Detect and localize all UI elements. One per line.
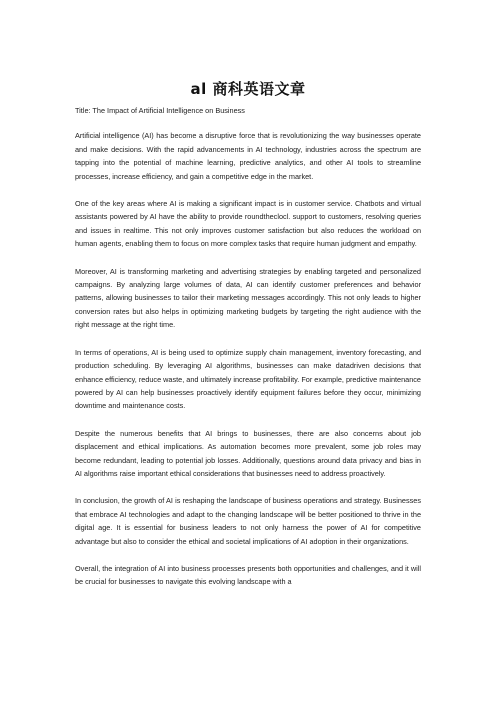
paragraph-intro: Artificial intelligence (AI) has become a disruptive force that is revolutionizing the way businesses operate and make decisions. With the rapid advancements in AI technology, industries across the spectrum are tapping into the potential of machine learning, predictive analytics, and other AI tools to streamline processes, increase efficiency, and gain a competitive edge in the market. <box>75 131 421 181</box>
paragraph-concerns: Despite the numerous benefits that AI brings to businesses, there are also concerns about job displacement and ethical implications. As automation becomes more prevalent, some job roles may become redundant, leading to potential job losses. Additionally, questions around data privacy and bias in AI algorithms raise important ethical considerations that businesses need to address proactively. <box>75 428 421 478</box>
document-body <box>75 104 421 603</box>
paragraph-marketing: Moreover, AI is transforming marketing and advertising strategies by enabling targeted and personalized campaigns. By analyzing large volumes of data, AI can identify customer preferences and behavior patterns, allowing businesses to tailor their marketing messages accordingly. This not only leads to higher conversion rates but also helps in optimizing marketing budgets by targeting the right audience with the right message at the right time. <box>75 266 421 330</box>
document-title: al 商科英语文章 <box>190 80 306 98</box>
paragraph-customer-service: One of the key areas where AI is making a significant impact is in customer service. Chatbots and virtual assistants powered by AI have the ability to provide roundtheclocl. support to customers, resolving queries and issues in realtime. This not only improves customer satisfaction but also reduces the workload on human agents, enabling them to focus on more complex tasks that require human judgment and empathy. <box>75 199 421 249</box>
article-subtitle: Title: The Impact of Artificial Intelligence on Business <box>75 106 245 115</box>
paragraph-conclusion: In conclusion, the growth of AI is reshaping the landscape of business operations and strategy. Businesses that embrace AI technologies and adapt to the changing landscape will be better positioned to thrive in the digital age. It is essential for business leaders to not only harness the power of AI for competitive advantage but also to consider the ethical and societal implications of AI adoption in their organizations. <box>75 496 421 546</box>
paragraph-overall: Overall, the integration of AI into business processes presents both opportunities and challenges, and it will be crucial for businesses to navigate this evolving landscape with a <box>75 563 421 587</box>
paragraph-operations: In terms of operations, AI is being used to optimize supply chain management, inventory forecasting, and production scheduling. By leveraging AI algorithms, businesses can make datadriven decisions that enhance efficiency, reduce waste, and ultimately increase profitability. For example, predictive maintenance powered by AI can help businesses proactively identify equipment failures before they occur, minimizing downtime and maintenance costs. <box>75 347 421 411</box>
